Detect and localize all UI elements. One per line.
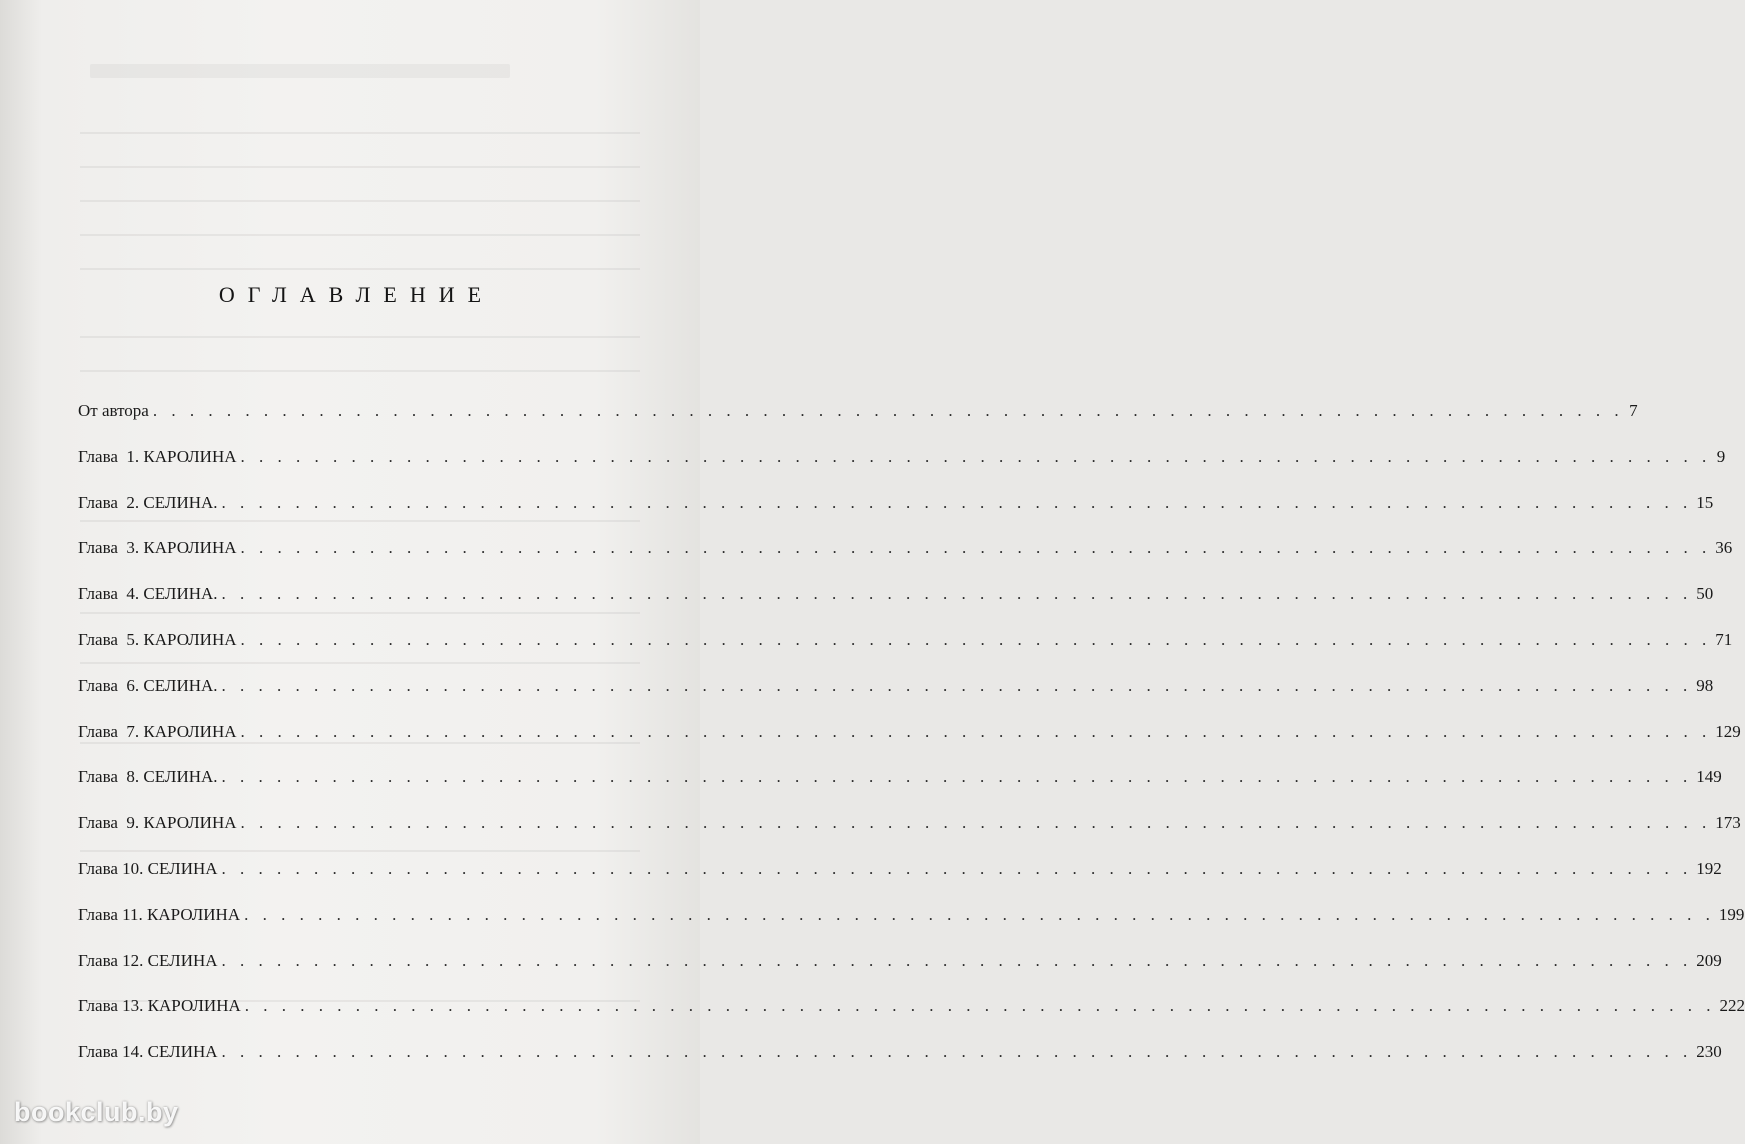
toc-dot-leader: . . . . . . . . . . . . . . . . . . . . . . . . . . . . . . . . . . . . . . . . . . . . . . . . . . . . . . . . . . . . . . . . . . . . . . . . . . . . . . . . <box>240 629 1712 649</box>
toc-dot-leader: . . . . . . . . . . . . . . . . . . . . . . . . . . . . . . . . . . . . . . . . . . . . . . . . . . . . . . . . . . . . . . . . . . . . . . . . . . . . . . . . <box>240 446 1712 466</box>
toc-dot-leader: . . . . . . . . . . . . . . . . . . . . . . . . . . . . . . . . . . . . . . . . . . . . . . . . . . . . . . . . . . . . . . . . . . . . . . . . . . . . . . . . <box>221 675 1693 695</box>
toc-entry <box>78 812 1741 858</box>
bleed-through-line <box>80 200 640 202</box>
toc-entry-label: Глава 7. КАРОЛИНА <box>78 721 237 741</box>
toc-dot-leader: . . . . . . . . . . . . . . . . . . . . . . . . . . . . . . . . . . . . . . . . . . . . . . . . . . . . . . . . . . . . . . . . . . . . . . . . . . . . . . . . <box>221 1042 1693 1062</box>
toc-entry-label: Глава 6. СЕЛИНА. <box>78 675 218 695</box>
toc-entry <box>78 766 1722 812</box>
toc-entry-page: 7 <box>1629 401 1638 420</box>
toc-entry-page: 9 <box>1716 446 1726 466</box>
toc-dot-leader: . . . . . . . . . . . . . . . . . . . . . . . . . . . . . . . . . . . . . . . . . . . . . . . . . . . . . . . . . . . . . . . . . . . . . . . . . . . . . . . . <box>152 401 1624 420</box>
toc-dot-leader: . . . . . . . . . . . . . . . . . . . . . . . . . . . . . . . . . . . . . . . . . . . . . . . . . . . . . . . . . . . . . . . . . . . . . . . . . . . . . . . . <box>221 858 1693 878</box>
toc-entry-label: Глава 1. КАРОЛИНА <box>78 446 237 466</box>
bleed-through-header <box>90 64 510 78</box>
toc-entry <box>78 904 1745 950</box>
toc-entry-page: 129 <box>1715 721 1741 741</box>
contents-title: ОГЛАВЛЕНИЕ <box>218 282 495 307</box>
toc-entry-page: 149 <box>1696 767 1722 787</box>
toc-entry-label: Глава 2. СЕЛИНА. <box>78 492 218 512</box>
bleed-through-line <box>80 370 640 372</box>
toc-entry-page: 71 <box>1715 629 1733 649</box>
toc-entry-page: 209 <box>1696 950 1722 970</box>
toc-entry <box>78 675 1714 721</box>
toc-entry-label: Глава 13. КАРОЛИНА <box>78 996 241 1016</box>
toc-entry-label: Глава 9. КАРОЛИНА <box>78 813 237 833</box>
toc-entry-page: 98 <box>1696 675 1714 695</box>
toc-entry-label: Глава 8. СЕЛИНА. <box>78 767 218 787</box>
watermark-logo: bookclub.by <box>14 1097 179 1127</box>
table-of-contents <box>78 400 1745 1087</box>
toc-entry-page: 222 <box>1719 996 1745 1016</box>
toc-dot-leader: . . . . . . . . . . . . . . . . . . . . . . . . . . . . . . . . . . . . . . . . . . . . . . . . . . . . . . . . . . . . . . . . . . . . . . . . . . . . . . . . <box>244 996 1716 1016</box>
toc-entry-label: Глава 3. КАРОЛИНА <box>78 538 237 558</box>
toc-entry-page: 192 <box>1696 858 1722 878</box>
toc-entry-label: Глава 10. СЕЛИНА <box>78 858 218 878</box>
toc-entry <box>78 629 1733 675</box>
toc-entry-page: 199 <box>1718 904 1745 924</box>
toc-dot-leader: . . . . . . . . . . . . . . . . . . . . . . . . . . . . . . . . . . . . . . . . . . . . . . . . . . . . . . . . . . . . . . . . . . . . . . . . . . . . . . . . <box>240 813 1712 833</box>
toc-entry-label: От автора <box>78 401 149 420</box>
toc-dot-leader: . . . . . . . . . . . . . . . . . . . . . . . . . . . . . . . . . . . . . . . . . . . . . . . . . . . . . . . . . . . . . . . . . . . . . . . . . . . . . . . . <box>221 950 1693 970</box>
toc-entry <box>78 1041 1722 1087</box>
bleed-through-line <box>80 268 640 270</box>
toc-dot-leader: . . . . . . . . . . . . . . . . . . . . . . . . . . . . . . . . . . . . . . . . . . . . . . . . . . . . . . . . . . . . . . . . . . . . . . . . . . . . . . . . <box>221 584 1693 604</box>
toc-entry-label: Глава 11. КАРОЛИНА <box>78 904 241 924</box>
toc-entry-page: 173 <box>1715 813 1741 833</box>
toc-entry <box>78 995 1745 1041</box>
toc-entry <box>78 446 1726 492</box>
toc-entry <box>78 858 1722 904</box>
toc-entry-page: 230 <box>1696 1042 1722 1062</box>
toc-entry <box>78 400 1638 446</box>
toc-dot-leader: . . . . . . . . . . . . . . . . . . . . . . . . . . . . . . . . . . . . . . . . . . . . . . . . . . . . . . . . . . . . . . . . . . . . . . . . . . . . . . . . <box>221 492 1693 512</box>
toc-entry-label: Глава 5. КАРОЛИНА <box>78 629 237 649</box>
toc-entry <box>78 950 1722 996</box>
toc-dot-leader: . . . . . . . . . . . . . . . . . . . . . . . . . . . . . . . . . . . . . . . . . . . . . . . . . . . . . . . . . . . . . . . . . . . . . . . . . . . . . . . . <box>240 538 1712 558</box>
toc-entry-label: Глава 14. СЕЛИНА <box>78 1042 218 1062</box>
bleed-through-line <box>80 336 640 338</box>
toc-dot-leader: . . . . . . . . . . . . . . . . . . . . . . . . . . . . . . . . . . . . . . . . . . . . . . . . . . . . . . . . . . . . . . . . . . . . . . . . . . . . . . . . <box>240 721 1712 741</box>
toc-entry <box>78 721 1741 767</box>
toc-entry <box>78 583 1714 629</box>
toc-entry-label: Глава 4. СЕЛИНА. <box>78 584 218 604</box>
toc-entry-page: 36 <box>1715 538 1733 558</box>
toc-dot-leader: . . . . . . . . . . . . . . . . . . . . . . . . . . . . . . . . . . . . . . . . . . . . . . . . . . . . . . . . . . . . . . . . . . . . . . . . . . . . . . . . <box>244 904 1715 924</box>
bleed-through-line <box>80 166 640 168</box>
toc-dot-leader: . . . . . . . . . . . . . . . . . . . . . . . . . . . . . . . . . . . . . . . . . . . . . . . . . . . . . . . . . . . . . . . . . . . . . . . . . . . . . . . . <box>221 767 1693 787</box>
bleed-through-line <box>80 234 640 236</box>
toc-entry-label: Глава 12. СЕЛИНА <box>78 950 218 970</box>
toc-entry <box>78 492 1714 538</box>
toc-entry-page: 15 <box>1696 492 1714 512</box>
toc-entry-page: 50 <box>1696 584 1714 604</box>
bleed-through-line <box>80 132 640 134</box>
toc-entry <box>78 537 1733 583</box>
